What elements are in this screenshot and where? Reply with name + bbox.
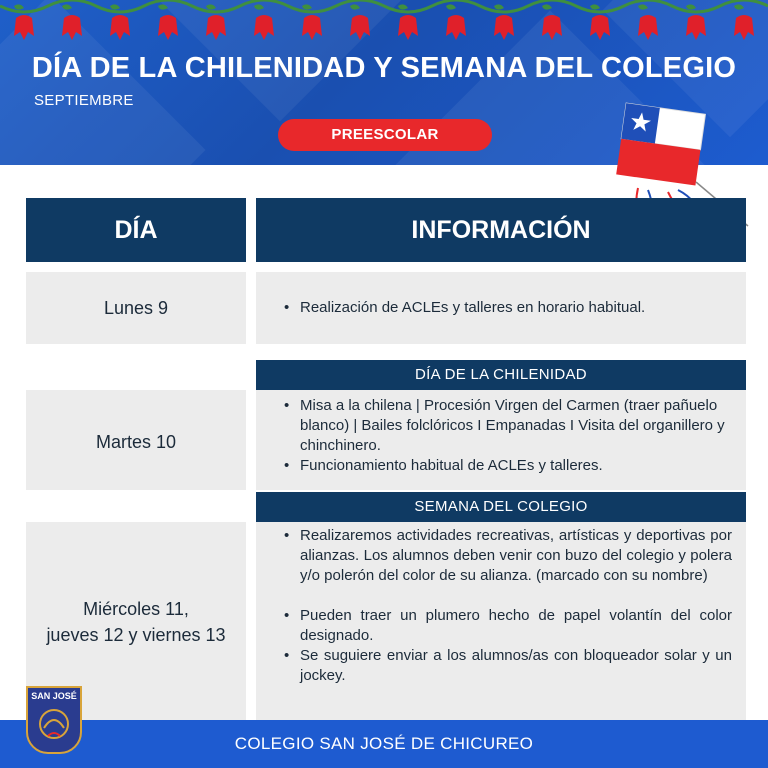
- copihue-flower: [14, 15, 34, 40]
- info-cell: [256, 522, 746, 720]
- garland-leaf: [542, 4, 552, 9]
- copihue-flower: [686, 15, 706, 40]
- level-badge: PREESCOLAR: [278, 119, 492, 151]
- info-list: [284, 298, 724, 318]
- garland-leaf: [734, 4, 744, 9]
- day-cell: [26, 272, 246, 344]
- copihue-flower: [254, 15, 274, 40]
- list-item: • Misa a la chilena | Procesión Virgen del Carmen (traer pañuelo blanco) | Bailes folclóricos I Empanadas I Visita del organillero y chinchinero.: [284, 396, 732, 456]
- garland-leaf: [110, 4, 120, 9]
- copihue-flower: [158, 15, 178, 40]
- garland-leaf: [62, 4, 72, 9]
- section-bar-chilenidad: DÍA DE LA CHILENIDAD: [256, 360, 746, 390]
- garland-leaf: [446, 4, 456, 9]
- copihue-flower: [638, 15, 658, 40]
- garland-leaf: [158, 4, 168, 9]
- garland-leaf: [398, 4, 408, 9]
- day-label: Martes 10: [95, 432, 177, 452]
- garland-leaf: [590, 4, 600, 9]
- garland-leaf: [206, 4, 216, 9]
- footer-bar: [0, 720, 768, 768]
- crest-emblem-icon: [36, 706, 72, 746]
- copihue-flower-garland-icon: [0, 0, 768, 50]
- copihue-flower: [62, 15, 82, 40]
- section-bar-semana: SEMANA DEL COLEGIO: [256, 492, 746, 522]
- day-label: Lunes 9: [103, 298, 169, 318]
- list-item: • Realización de ACLEs y talleres en horario habitual.: [284, 298, 724, 318]
- crest-label: SAN JOSÉ: [31, 691, 77, 701]
- garland-leaf: [686, 4, 696, 9]
- page-title: DÍA DE LA CHILENIDAD Y SEMANA DEL COLEGIO: [31, 52, 737, 84]
- garland-leaf: [494, 4, 504, 9]
- copihue-flower: [398, 15, 418, 40]
- month-subtitle: SEPTIEMBRE: [34, 92, 134, 109]
- garland-leaf: [254, 4, 264, 9]
- copihue-flower: [350, 15, 370, 40]
- list-item: • Funcionamiento habitual de ACLEs y talleres.: [284, 456, 732, 476]
- copihue-flower: [542, 15, 562, 40]
- day-column-header: DÍA: [26, 198, 246, 262]
- garland-leaf: [638, 4, 648, 9]
- list-item: • Realizaremos actividades recreativas, artísticas y deportivas por alianzas. Los alumnos deben venir con buzo del colegio y polera y/o polerón del color de su alianza. (marcado con su nombre): [284, 526, 732, 586]
- garland-leaf: [302, 4, 312, 9]
- list-item: • Pueden traer un plumero hecho de papel volantín del color designado.: [284, 606, 732, 646]
- list-item: • Se suguiere enviar a los alumnos/as con bloqueador solar y un jockey.: [284, 646, 732, 686]
- info-list: [284, 526, 732, 686]
- info-cell: [256, 390, 746, 490]
- copihue-flower: [206, 15, 226, 40]
- copihue-flower: [446, 15, 466, 40]
- info-list: [284, 396, 732, 476]
- copihue-flower: [110, 15, 130, 40]
- copihue-flower: [590, 15, 610, 40]
- school-name: COLEGIO SAN JOSÉ DE CHICUREO: [234, 734, 534, 753]
- info-cell: [256, 272, 746, 344]
- info-column-header: INFORMACIÓN: [256, 198, 746, 262]
- copihue-flower: [302, 15, 322, 40]
- copihue-flower: [494, 15, 514, 40]
- day-label-line1: Miércoles 11,: [83, 599, 189, 619]
- copihue-flower: [734, 15, 754, 40]
- school-crest-icon: [26, 686, 82, 754]
- day-label-line2: jueves 12 y viernes 13: [46, 625, 226, 645]
- garland-leaf: [14, 4, 24, 9]
- day-cell: [26, 390, 246, 490]
- garland-leaf: [350, 4, 360, 9]
